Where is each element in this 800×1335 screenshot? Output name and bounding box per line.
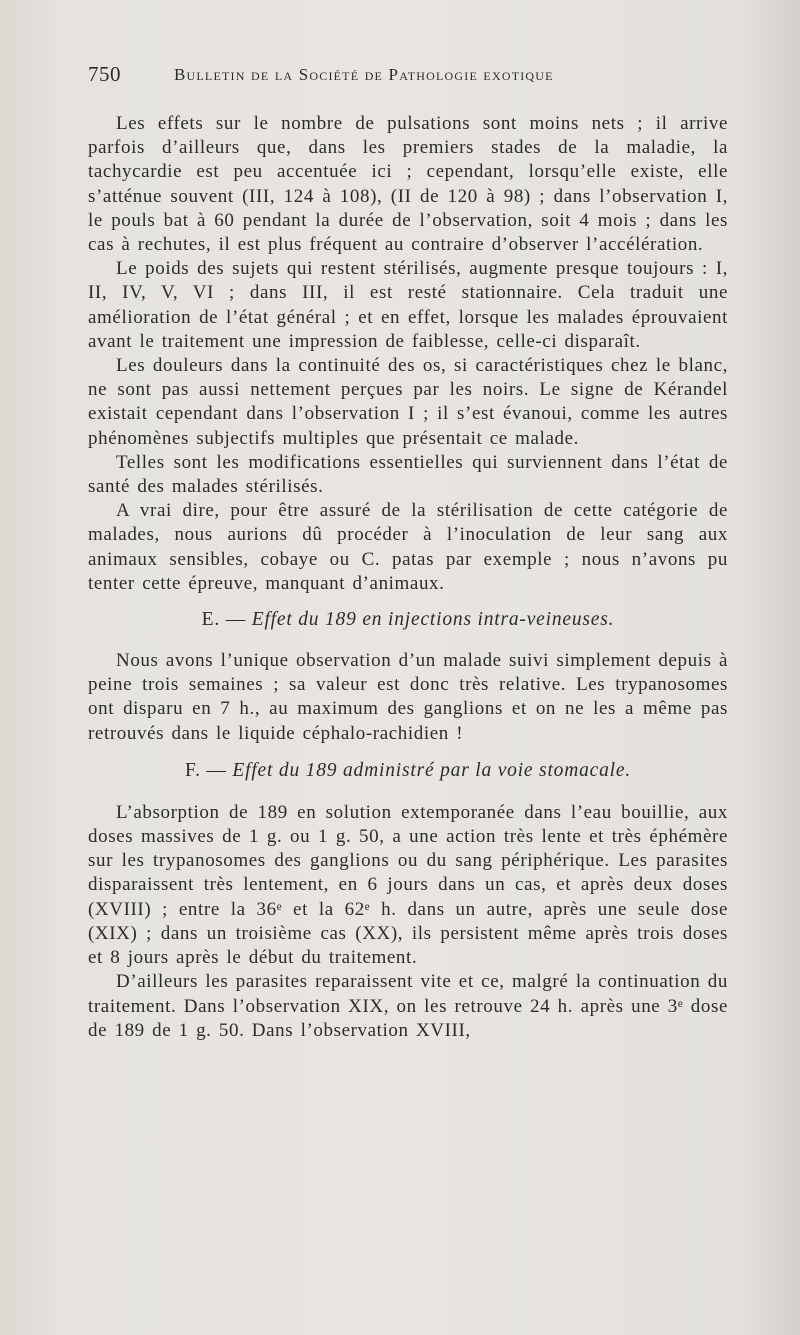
- section-f-heading: [88, 759, 728, 783]
- paragraph-modifications: Telles sont les modifications essentielles qui surviennent dans l’état de santé des malades stérilisés.: [88, 451, 728, 498]
- paragraph-oral-absorption: L’absorption de 189 en solution extemporanée dans l’eau bouillie, aux doses massives de 1 g. ou 1 g. 50, a une action très lente et très éphémère sur les trypanosomes des ganglions ou du sang périphérique. Les parasites disparaissent très lentement, en 6 jours dans un cas, et après deux doses (XVIII) ; entre la 36ᵉ et la 62ᵉ h. dans un autre, après une seule dose (XIX) ; dans un troisième cas (XX), ils persistent même après trois doses et 8 jours après le début du traitement.: [88, 801, 728, 969]
- body-text: [88, 112, 728, 1043]
- spacer: [88, 783, 728, 801]
- section-e-label: E. —: [201, 609, 247, 631]
- paragraph-parasites-reappear: D’ailleurs les parasites reparaissent vite et ce, malgré la continuation du traitement. Dans l’observation XIX, on les retrouve 24 h. après une 3ᵉ dose de 189 de 1 g. 50. Dans l’observation XVIII,: [88, 971, 728, 1041]
- section-f-label: F. —: [184, 759, 227, 781]
- page-header: [88, 62, 728, 92]
- paragraph-sterilisation: A vrai dire, pour être assuré de la stérilisation de cette catégorie de malades, nous aurions dû procéder à l’inoculation de leur sang aux animaux sensibles, cobaye ou C. patas par exemple ; nous n’avons pu tenter cette épreuve, manquant d’animaux.: [88, 500, 728, 594]
- spacer: [88, 596, 728, 608]
- spacer: [88, 632, 728, 649]
- section-f-title: Effet du 189 administré par la voie stomacale.: [232, 759, 631, 781]
- paragraph-weight: Le poids des sujets qui restent stérilisés, augmente presque toujours : I, II, IV, V, VI ; dans III, il est resté stationnaire. Cela traduit une amélioration de l’état général ; et en effet, lorsque les malades éprouvaient avant le traitement une impression de faiblesse, celle-ci disparaît.: [88, 258, 728, 352]
- paragraph-bone-pain: Les douleurs dans la continuité des os, si caractéristiques chez le blanc, ne sont pas aussi nettement perçues par les noirs. Le signe de Kérandel existait cependant dans l’observation I ; il s’est évanoui, comme les autres phénomènes subjectifs multiples que présentait ce malade.: [88, 355, 728, 449]
- section-e-title: Effet du 189 en injections intra-veineuses.: [251, 609, 615, 631]
- section-e-heading: [88, 608, 728, 632]
- running-title: Bulletin de la Société de Pathologie exotique: [174, 65, 554, 84]
- page-number: 750: [88, 62, 121, 86]
- paragraph-pulse: Les effets sur le nombre de pulsations sont moins nets ; il arrive parfois d’ailleurs que, dans les premiers stades de la maladie, la tachycardie est peu accentuée ici ; cependant, lorsqu’elle existe, elle s’atténue souvent (III, 124 à 108), (II de 120 à 98) ; dans l’observation I, le pouls bat à 60 pendant la durée de l’observation, soit 4 mois ; dans les cas à rechutes, il est plus fréquent au contraire d’observer l’accélération.: [88, 113, 728, 256]
- spacer: [88, 746, 728, 759]
- paragraph-intravenous: Nous avons l’unique observation d’un malade suivi simplement depuis à peine trois semaines ; sa valeur est donc très relative. Les trypanosomes ont disparu en 7 h., au maximum des ganglions et on ne les a même pas retrouvés dans le liquide céphalo-rachidien !: [88, 650, 728, 744]
